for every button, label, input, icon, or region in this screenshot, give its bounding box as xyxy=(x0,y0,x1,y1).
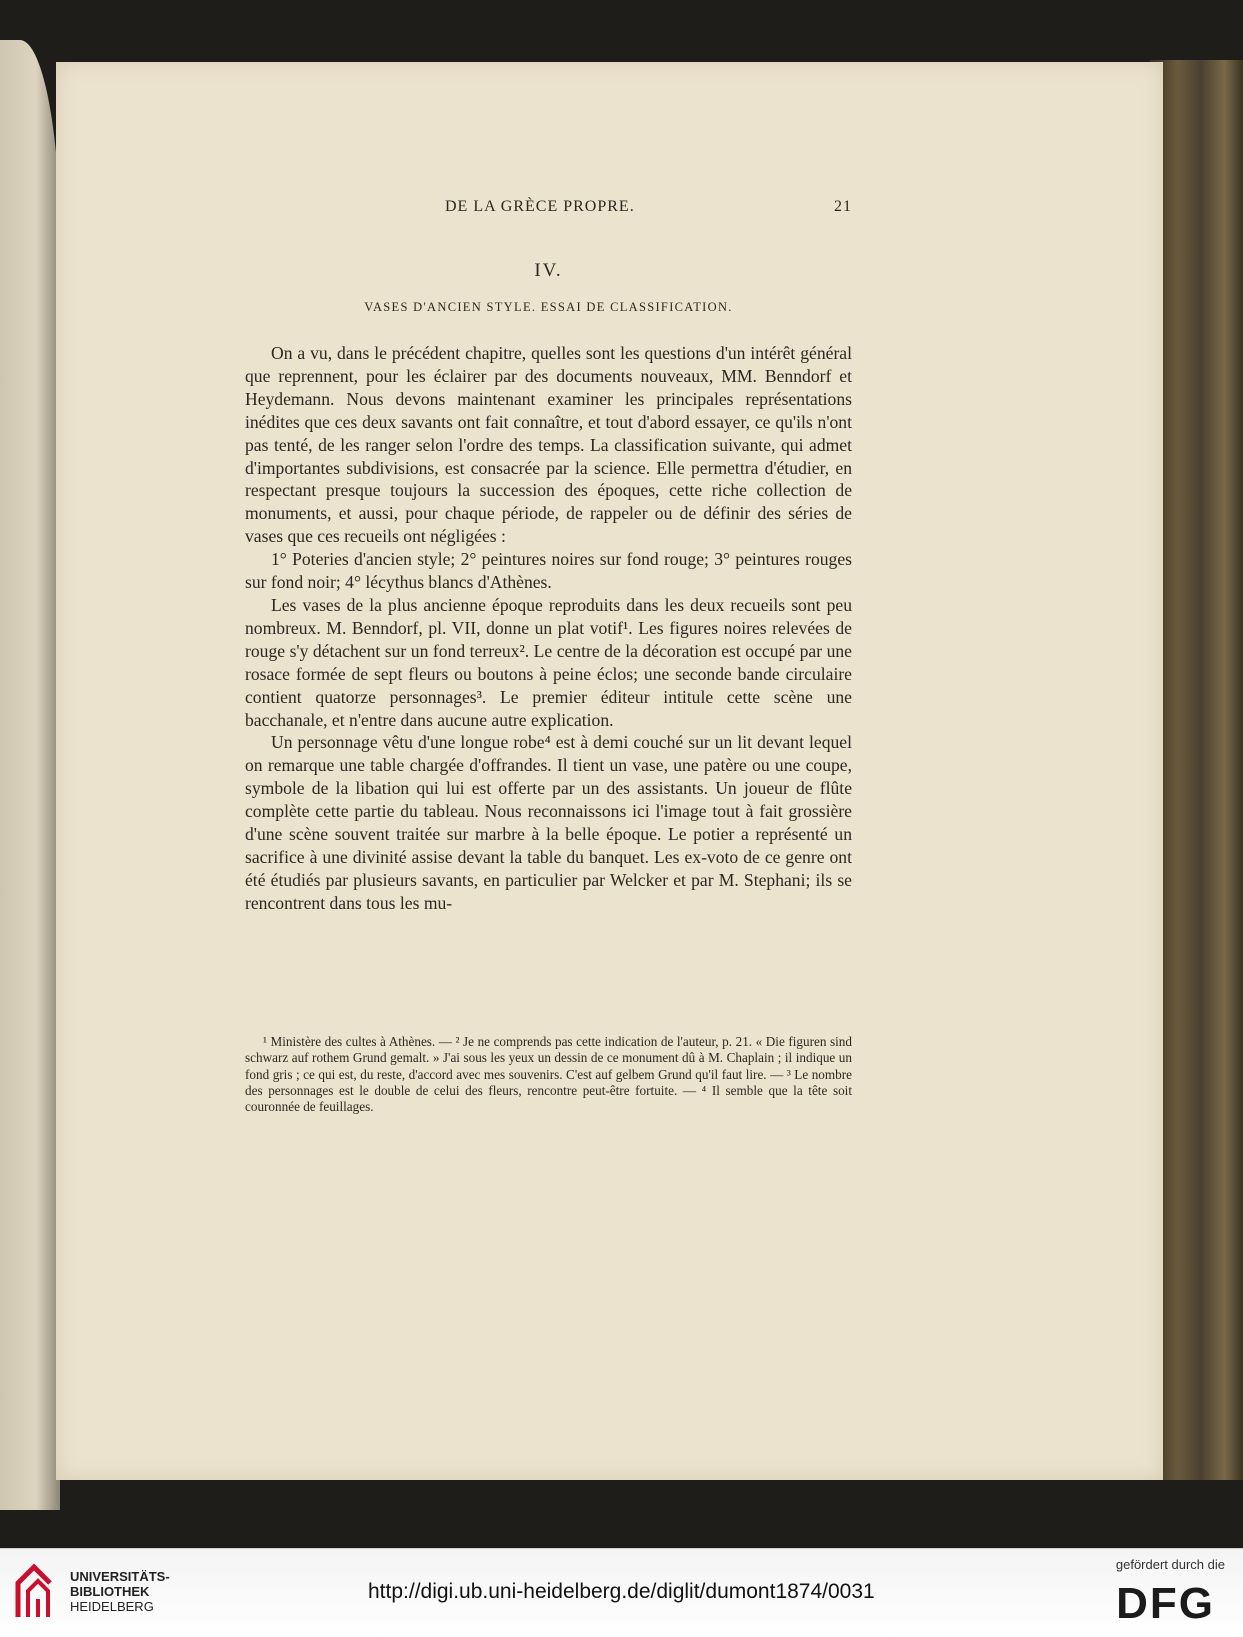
paragraph: Un personnage vêtu d'une longue robe⁴ est à demi couché sur un lit devant lequel on remarque une table chargée d'offrandes. Il tient un vase, une patère ou une coupe, symbole de la libation qui lui est offerte par un des assistants. Un joueur de flûte complète cette partie du tableau. Nous reconnaissons ici l'image tout à fait grossière d'une scène souvent traitée sur marbre à la belle époque. Le potier a représenté un sacrifice à une divinité assise devant la table du banquet. Les ex-voto de ce genre ont été étudiés par plusieurs savants, en particulier par Welcker et par M. Stephani; ils se rencontrent dans tous les mu- xyxy=(245,732,852,913)
paragraph: On a vu, dans le précédent chapitre, quelles sont les questions d'un intérêt général que reprennent, pour les éclairer par des documents nouveaux, MM. Benndorf et Heydemann. Nous devons maintenant examiner les principales représentations inédites que ces deux savants ont fait connaître, et tout d'abord essayer, ce qu'ils n'ont pas tenté, de les ranger selon l'ordre des temps. La classification suivante, qui admet d'importantes subdivisions, est consacrée par la science. Elle permettra d'étudier, en respectant presque toujours la succession des époques, cette riche collection de monuments, et aussi, pour chaque période, de rappeler ou de définir des séries de vases que ces recueils ont négligées : xyxy=(245,343,852,547)
chapter-number: IV. xyxy=(534,260,563,281)
institution-line: UNIVERSITÄTS- xyxy=(70,1569,170,1584)
left-page-edge xyxy=(0,40,60,1510)
book-cover-edge xyxy=(1150,60,1243,1480)
institution-name[interactable] xyxy=(70,1569,170,1614)
running-header xyxy=(245,198,852,222)
page-number: 21 xyxy=(834,198,852,215)
paragraph: 1° Poteries d'ancien style; 2° peintures noires sur fond rouge; 3° peintures rouges sur fond noir; 4° lécythus blancs d'Athènes. xyxy=(245,549,852,593)
dfg-logo[interactable]: DFG xyxy=(1116,1579,1215,1628)
running-title: DE LA GRÈCE PROPRE. xyxy=(445,198,635,215)
institution-line: BIBLIOTHEK xyxy=(70,1584,150,1599)
body-text xyxy=(245,342,852,915)
university-logo-icon[interactable] xyxy=(10,1561,60,1623)
footnotes xyxy=(245,1034,852,1115)
viewer-footer-bar xyxy=(0,1548,1243,1637)
chapter-title: VASES D'ANCIEN STYLE. ESSAI DE CLASSIFICATION. xyxy=(364,300,733,314)
footnote-text: ¹ Ministère des cultes à Athènes. — ² Je ne comprends pas cette indication de l'auteur, p. 21. « Die figuren sind schwarz auf rothem Grund gemalt. » J'ai sous les yeux un dessin de ce monument dû à M. Chaplain ; il indique un fond gris ; ce qui est, du reste, d'accord avec mes souvenirs. C'est auf gelbem Grund qu'il faut lire. — ³ Le nombre des personnages est le double de celui des fleurs, rencontre peut-être fortuite. — ⁴ Il semble que la tête soit couronnée de feuillages. xyxy=(245,1034,852,1115)
sponsor-caption: gefördert durch die xyxy=(1115,1557,1225,1572)
institution-line: HEIDELBERG xyxy=(70,1599,154,1614)
permalink-url[interactable]: http://digi.ub.uni-heidelberg.de/diglit/dumont1874/0031 xyxy=(368,1580,875,1603)
paragraph: Les vases de la plus ancienne époque reproduits dans les deux recueils sont peu nombreux. M. Benndorf, pl. VII, donne un plat votif¹. Les figures noires relevées de rouge s'y détachent sur un fond terreux². Le centre de la décoration est occupé par une rosace formée de sept fleurs ou boutons à peine éclos; une seconde bande circulaire contient quatorze personnages³. Le premier éditeur intitule cette scène une bacchanale, et n'entre dans aucune autre explication. xyxy=(245,594,852,730)
